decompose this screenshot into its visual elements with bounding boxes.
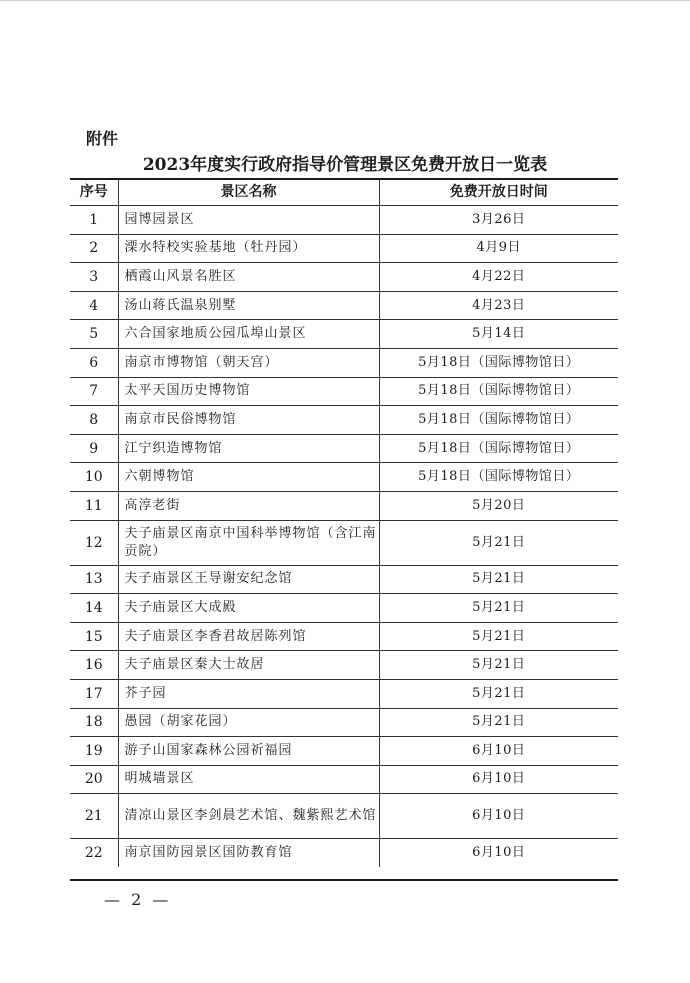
spot-name: 南京国防园景区国防教育馆: [118, 839, 379, 867]
free-date: 5月18日（国际博物馆日）: [379, 377, 618, 406]
spot-name: 明城墙景区: [118, 765, 379, 794]
row-number: 18: [70, 708, 118, 737]
free-date: 6月10日: [379, 765, 618, 794]
free-date: 3月26日: [379, 206, 618, 235]
free-date: 5月20日: [379, 491, 618, 520]
free-date: 4月9日: [379, 234, 618, 263]
free-date: 5月18日（国际博物馆日）: [379, 434, 618, 463]
row-number: 5: [70, 320, 118, 349]
row-number: 15: [70, 622, 118, 651]
table-row: [70, 737, 618, 766]
table-row: [70, 594, 618, 623]
row-number: 20: [70, 765, 118, 794]
spot-name: 夫子庙景区大成殿: [118, 594, 379, 623]
spot-name: 夫子庙景区南京中国科举博物馆（含江南贡院）: [118, 520, 379, 565]
free-date: 4月22日: [379, 263, 618, 292]
spot-name: 栖霞山风景名胜区: [118, 263, 379, 292]
attachment-label: 附件: [86, 129, 119, 148]
spot-name: 江宁织造博物馆: [118, 434, 379, 463]
spot-name: 六朝博物馆: [118, 463, 379, 492]
spot-name: 南京市博物馆（朝天宫）: [118, 348, 379, 377]
free-date: 5月21日: [379, 651, 618, 680]
row-number: 7: [70, 377, 118, 406]
table-row: [70, 708, 618, 737]
header-number: 序号: [70, 179, 118, 206]
spot-name: 愚园（胡家花园）: [118, 708, 379, 737]
table-row: [70, 234, 618, 263]
table-row: [70, 377, 618, 406]
row-number: 1: [70, 206, 118, 235]
table-row: [70, 679, 618, 708]
row-number: 17: [70, 679, 118, 708]
row-number: 22: [84, 845, 103, 862]
spot-name: 六合国家地质公园瓜埠山景区: [118, 320, 379, 349]
spot-name: 游子山国家森林公园祈福园: [118, 737, 379, 766]
spot-name: 清凉山景区李剑晨艺术馆、魏紫熙艺术馆: [118, 794, 379, 839]
spot-name: 夫子庙景区李香君故居陈列馆: [118, 622, 379, 651]
row-number: 3: [70, 263, 118, 292]
table-row: [70, 794, 618, 839]
free-date: 5月21日: [379, 622, 618, 651]
free-date: 5月21日: [379, 708, 618, 737]
row-number: 4: [70, 291, 118, 320]
free-date: 5月18日（国际博物馆日）: [379, 348, 618, 377]
row-number: 6: [70, 348, 118, 377]
free-date: 5月21日: [379, 565, 618, 594]
table-row: [70, 839, 618, 867]
row-number: 13: [70, 565, 118, 594]
page-top-edge: [0, 0, 690, 1]
spot-name: 园博园景区: [118, 206, 379, 235]
table-row: [70, 263, 618, 292]
row-number: 8: [70, 406, 118, 435]
row-number: 16: [70, 651, 118, 680]
free-date: 5月14日: [379, 320, 618, 349]
table-row: [70, 622, 618, 651]
table-row: [70, 520, 618, 565]
table-body: [70, 206, 618, 867]
free-date: 5月18日（国际博物馆日）: [379, 406, 618, 435]
free-date: 5月21日: [379, 594, 618, 623]
row-number: 12: [70, 520, 118, 565]
table-header-row: [70, 179, 618, 206]
table-row: [70, 434, 618, 463]
table-bottom-rule: [70, 879, 618, 881]
table-row: [70, 206, 618, 235]
row-number: 14: [70, 594, 118, 623]
row-number: 10: [70, 463, 118, 492]
table-row: [70, 320, 618, 349]
table-row: [70, 565, 618, 594]
free-date: 6月10日: [379, 794, 618, 839]
table-row: [70, 491, 618, 520]
table-row: [70, 651, 618, 680]
spot-name: 芥子园: [118, 679, 379, 708]
free-date: 6月10日: [379, 839, 618, 867]
free-date: 4月23日: [379, 291, 618, 320]
table-row: [70, 348, 618, 377]
spot-name: 汤山蒋氏温泉别墅: [118, 291, 379, 320]
row-number: 21: [70, 794, 118, 839]
header-spot-name: 景区名称: [118, 179, 379, 206]
row-number: 9: [70, 434, 118, 463]
free-date: 5月21日: [379, 679, 618, 708]
row-number: 19: [70, 737, 118, 766]
free-date: 5月18日（国际博物馆日）: [379, 463, 618, 492]
spot-name: 夫子庙景区秦大士故居: [118, 651, 379, 680]
document-title: 2023年度实行政府指导价管理景区免费开放日一览表: [142, 155, 548, 175]
spot-name: 溧水特校实验基地（牡丹园）: [118, 234, 379, 263]
scenic-spot-table: [70, 179, 618, 867]
row-number: 11: [70, 491, 118, 520]
spot-name: 南京市民俗博物馆: [118, 406, 379, 435]
table-row: [70, 406, 618, 435]
spot-name: 夫子庙景区王导谢安纪念馆: [118, 565, 379, 594]
table-row: [70, 765, 618, 794]
header-free-date: 免费开放日时间: [379, 179, 618, 206]
spot-name: 太平天国历史博物馆: [118, 377, 379, 406]
spot-name: 高淳老街: [118, 491, 379, 520]
row-number: 2: [70, 234, 118, 263]
table-row: [70, 463, 618, 492]
table-row: [70, 291, 618, 320]
free-date: 6月10日: [379, 737, 618, 766]
page-number: — 2 —: [104, 890, 172, 909]
free-date: 5月21日: [379, 520, 618, 565]
